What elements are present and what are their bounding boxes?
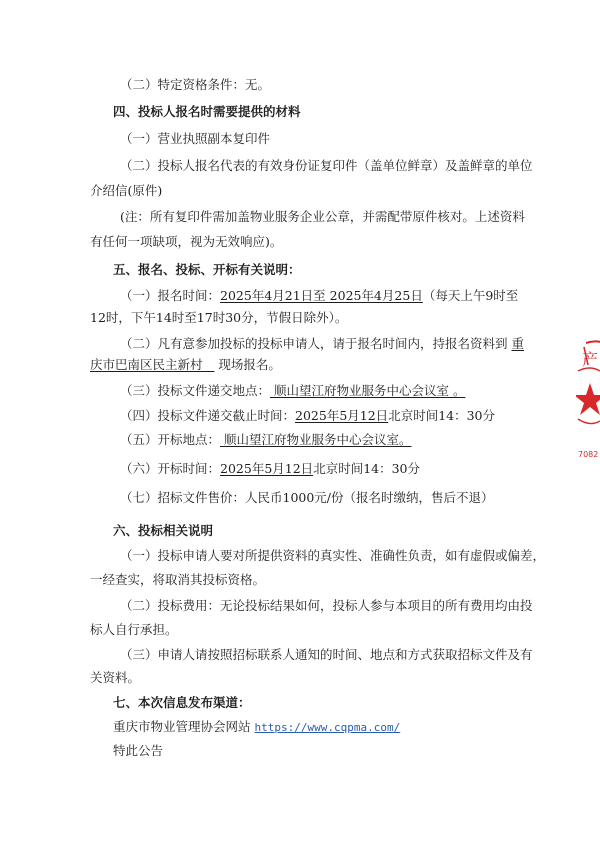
registration-time-label: （一）报名时间： bbox=[120, 288, 221, 303]
material-item-1: （一）营业执照副本复印件 bbox=[120, 131, 271, 146]
publish-channel-line bbox=[113, 719, 400, 736]
registration-time-value: 2025年4月21日至 2025年4月25日 bbox=[220, 288, 423, 303]
red-seal-stamp bbox=[576, 335, 600, 465]
submission-place-line bbox=[120, 383, 465, 399]
submission-deadline-label: （四）投标文件递交截止时间： bbox=[120, 408, 296, 423]
registration-place-line bbox=[120, 336, 524, 352]
material-item-2-cont: 介绍信(原件) bbox=[90, 183, 163, 198]
opening-time-time: 北京时间14：30分 bbox=[313, 461, 420, 476]
registration-time-line bbox=[120, 288, 518, 304]
material-note-cont: 有任何一项缺项，视为无效响应)。 bbox=[90, 234, 283, 249]
submission-deadline-date: 2025年5月12日 bbox=[295, 408, 389, 423]
submission-deadline-time: 北京时间14：30分 bbox=[388, 408, 495, 423]
stamp-number: 7082 bbox=[578, 450, 599, 459]
opening-time-line bbox=[120, 461, 420, 477]
submission-place-value: 顺山望江府物业服务中心会议室 。 bbox=[274, 383, 466, 398]
registration-place-address: 庆市巴南区民主新村 bbox=[90, 357, 203, 372]
registration-place-text: （二）凡有意参加投标的投标申请人，请于报名时间内，持报名资料到 bbox=[120, 336, 508, 351]
registration-place-start: 重 bbox=[511, 336, 525, 351]
submission-deadline-line bbox=[120, 408, 495, 424]
registration-place-cont bbox=[90, 357, 281, 373]
opening-time-date: 2025年5月12日 bbox=[220, 461, 314, 476]
section-seven-heading: 七、本次信息发布渠道： bbox=[113, 695, 251, 710]
bid-note-3: （三）申请人请按照招标联系人通知的时间、地点和方式获取招标文件及有 bbox=[120, 647, 533, 662]
closing-line: 特此公告 bbox=[113, 743, 164, 758]
material-item-2: （二）投标人报名代表的有效身份证复印件（盖单位鲜章）及盖鲜章的单位 bbox=[120, 158, 533, 173]
registration-time-hours: （每天上午9时至 bbox=[422, 288, 519, 303]
registration-time-cont: 12时，下午14时至17时30分，节假日除外）。 bbox=[90, 310, 348, 325]
stamp-character: 产 bbox=[582, 350, 599, 369]
section-four-heading: 四、投标人报名时需要提供的材料 bbox=[113, 104, 301, 119]
bid-note-1: （一）投标申请人要对所提供资料的真实性、准确性负责，如有虚假或偏差， bbox=[120, 548, 546, 563]
bid-note-2: （二）投标费用：无论投标结果如何，投标人参与本项目的所有费用均由投 bbox=[120, 598, 533, 613]
bid-note-2-cont: 标人自行承担。 bbox=[90, 622, 178, 637]
opening-place-line bbox=[120, 432, 412, 448]
submission-place-label: （三）投标文件递交地点： bbox=[120, 383, 271, 398]
registration-place-tail: 现场报名。 bbox=[218, 357, 281, 372]
opening-time-label: （六）开标时间： bbox=[120, 461, 221, 476]
bid-note-3-cont: 关资料。 bbox=[90, 670, 141, 685]
association-website-link[interactable]: https://www.cqpma.com/ bbox=[254, 721, 401, 734]
bid-note-1-cont: 一经查实，将取消其投标资格。 bbox=[90, 572, 266, 587]
document-price-line: （七）招标文件售价：人民币1000元/份（报名时缴纳，售后不退） bbox=[120, 490, 494, 505]
publish-channel-label: 重庆市物业管理协会网站 bbox=[113, 719, 251, 734]
special-qualification-line: （二）特定资格条件：无。 bbox=[120, 77, 271, 92]
section-five-heading: 五、报名、投标、开标有关说明： bbox=[113, 262, 301, 277]
section-six-heading: 六、投标相关说明 bbox=[113, 523, 214, 538]
opening-place-value: 顺山望江府物业服务中心会议室。 bbox=[224, 432, 412, 447]
opening-place-label: （五）开标地点： bbox=[120, 432, 221, 447]
material-note: (注：所有复印件需加盖物业服务企业公章，并需配带原件核对。上述资料 bbox=[120, 209, 525, 224]
